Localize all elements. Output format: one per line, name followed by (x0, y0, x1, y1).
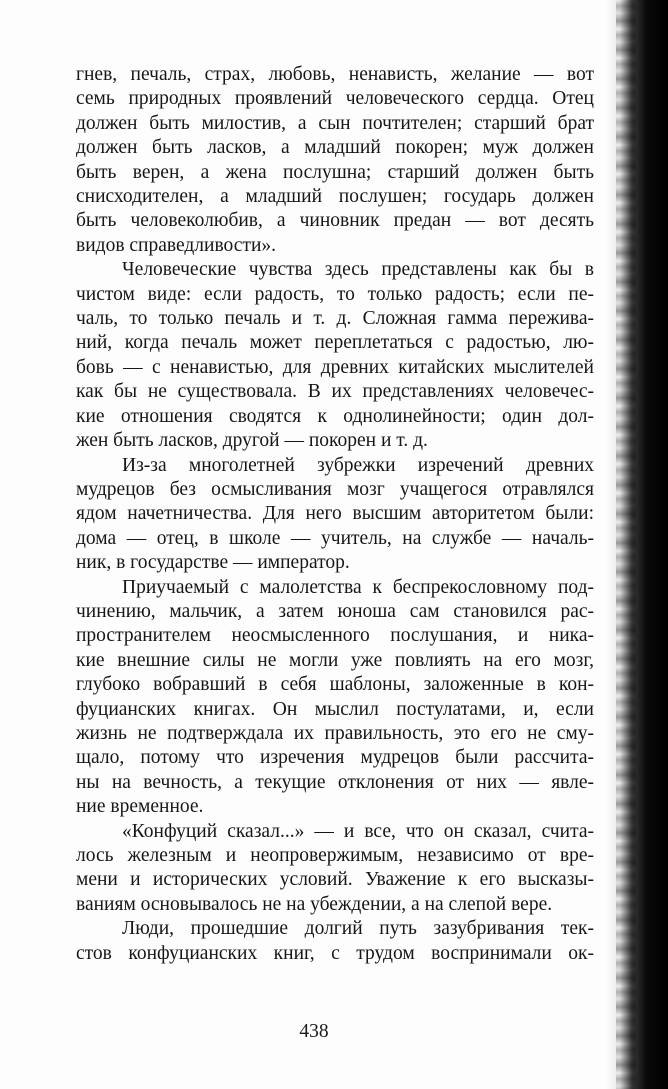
text-line: ник, в государстве — император. (76, 552, 350, 574)
text-line: Люди, прошедшие долгий путь зазубривания тек- (122, 918, 594, 940)
scan-shadow-edge (606, 0, 668, 1089)
text-line: кие отношения сводятся к однолинейности; один дол- (76, 405, 594, 427)
paragraph (30, 917, 594, 966)
text-line: чинению, мальчик, а затем юноша сам становился рас- (76, 600, 594, 622)
text-line: гнев, печаль, страх, любовь, ненависть, желание — вот (76, 64, 594, 85)
text-line: «Конфуций сказал...» — и все, что он сказал, счита- (122, 820, 594, 842)
text-line: чистом виде: если радость, то только радость; если пе- (76, 283, 594, 305)
text-line: ний, когда печаль может переплетаться с радостью, лю- (76, 332, 594, 354)
paragraph (30, 576, 594, 820)
text-line: должен быть ласков, а младший покорен; муж должен (76, 137, 594, 159)
text-line: Из-за многолетней зубрежки изречений древних (122, 454, 594, 476)
paragraph (30, 258, 594, 453)
text-line: быть человеколюбив, а чиновник предан — вот десять (76, 210, 594, 232)
text-line: ядом начетничества. Для него высшим авторитетом были: (76, 503, 594, 525)
text-line: Человеческие чувства здесь представлены как бы в (122, 259, 594, 281)
text-line: должен быть милостив, а сын почтителен; старший брат (76, 112, 594, 134)
text-line: Приучаемый с малолетства к беспрекословному под- (122, 576, 594, 598)
text-line: мени и исторических условий. Уважение к его высказы- (76, 869, 594, 891)
text-line: семь природных проявлений человеческого сердца. Отец (76, 88, 594, 110)
text-line: бовь — с ненавистью, для древних китайских мыслителей (76, 356, 594, 378)
text-line: щало, потому что изречения мудрецов были рассчита- (76, 747, 594, 769)
text-line: пространителем неосмысленного послушания, и ника- (76, 625, 594, 647)
text-line: жизнь не подтверждала их правильность, это его не сму- (76, 722, 594, 744)
text-line: чаль, то только печаль и т. д. Сложная гамма пережива- (76, 308, 594, 330)
paragraph (30, 820, 594, 918)
text-line: как бы не существовала. В их представлениях человечес- (76, 381, 594, 403)
text-line: ваниям основывалось не на убеждении, а на слепой вере. (76, 893, 553, 915)
text-line: ны на вечность, а текущие отклонения от них — явле- (76, 771, 594, 793)
text-line: стов конфуцианских книг, с трудом воспринимали ок- (76, 942, 594, 964)
page-number: 438 (299, 1021, 329, 1042)
text-line: лось железным и неопровержимым, независимо от вре- (76, 845, 594, 866)
paragraph (30, 454, 594, 576)
body-text (30, 63, 594, 966)
text-line: видов справедливости». (76, 234, 277, 256)
text-line: кие внешние силы не могли уже повлиять на его мозг, (76, 649, 594, 671)
text-line: дома — отец, в школе — учитель, на службе — началь- (76, 527, 594, 549)
paragraph (30, 63, 594, 258)
text-line: снисходителен, а младший послушен; государь должен (76, 186, 594, 208)
text-line: жен быть ласков, другой — покорен и т. д. (76, 430, 428, 452)
text-line: быть верен, а жена послушна; старший должен быть (76, 161, 594, 183)
text-line: ние временное. (76, 796, 204, 818)
text-line: фуцианских книгах. Он мыслил постулатами, и, если (76, 698, 594, 720)
text-line: мудрецов без осмысливания мозг учащегося отравлялся (76, 478, 594, 500)
text-line: глубоко вобравший в себя шаблоны, заложенные в кон- (76, 674, 594, 696)
